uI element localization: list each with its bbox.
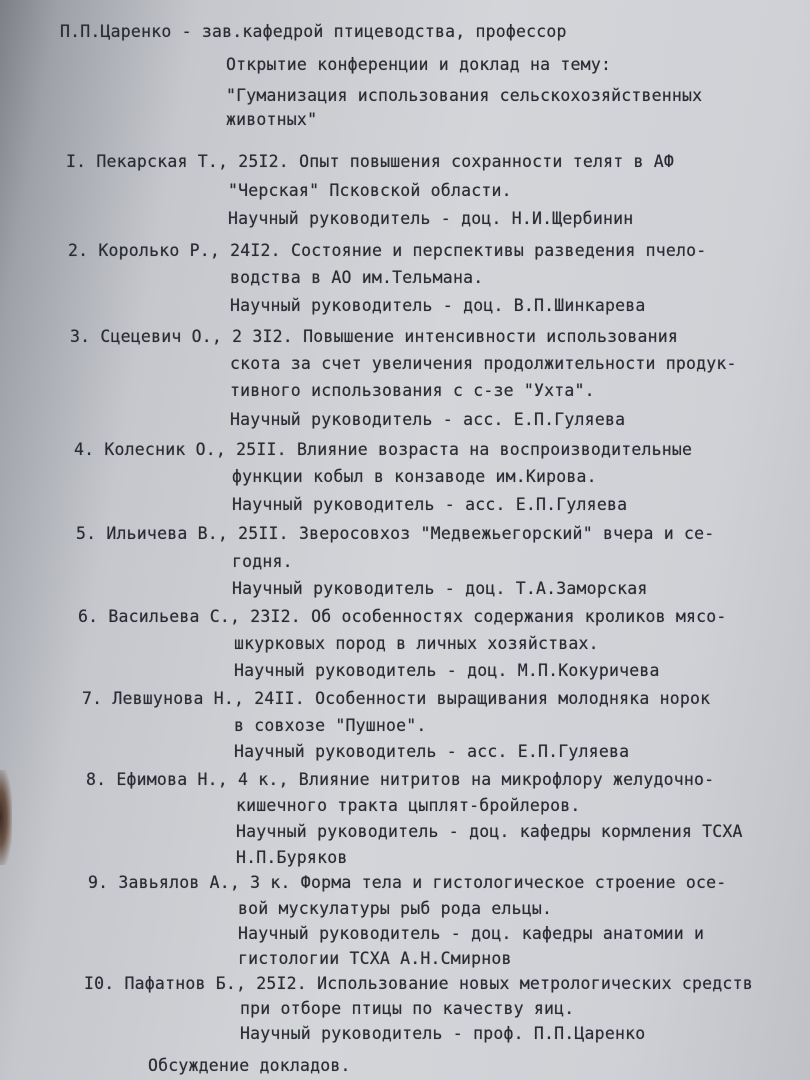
header-line-3: "Гуманизация использования сельскохозяйственных bbox=[226, 86, 703, 105]
report-4-title: 4. Колесник О., 25II. Влияние возраста на воспроизводительные bbox=[74, 440, 693, 459]
header-line-1: П.П.Царенко - зав.кафедрой птицеводства, профессор bbox=[60, 22, 567, 41]
report-9-supervisor: Научный руководитель - доц. кафедры анатомии и bbox=[238, 924, 705, 943]
discussion-line: Обсуждение докладов. bbox=[148, 1056, 351, 1075]
report-6-line-2: шкурковых пород в личных хозяйствах. bbox=[234, 634, 599, 653]
header-line-2: Открытие конференции и доклад на тему: bbox=[226, 55, 612, 74]
report-5-supervisor: Научный руководитель - доц. Т.А.Заморская bbox=[232, 579, 648, 598]
report-1-line-2: "Черская" Псковской области. bbox=[228, 181, 512, 200]
report-2-title: 2. Королько Р., 24I2. Состояние и перспективы разведения пчело- bbox=[68, 241, 707, 260]
report-3-title: 3. Сцецевич О., 2 3I2. Повышение интенсивности использования bbox=[70, 327, 679, 346]
report-4-supervisor: Научный руководитель - асс. Е.П.Гуляева bbox=[232, 495, 628, 514]
report-8-line-2: кишечного тракта цыплят-бройлеров. bbox=[236, 796, 581, 815]
report-6-supervisor: Научный руководитель - доц. М.П.Кокуричева bbox=[234, 661, 660, 680]
report-2-supervisor: Научный руководитель - доц. В.П.Шинкарева bbox=[230, 296, 646, 315]
report-9-line-2: вой мускулатуры рыб рода ельцы. bbox=[238, 899, 553, 918]
report-9-supervisor-name: гистологии ТСХА А.Н.Смирнов bbox=[238, 949, 512, 968]
header-line-4: животных" bbox=[226, 110, 318, 129]
binding-edge-shadow bbox=[0, 770, 12, 865]
report-5-line-2: годня. bbox=[232, 552, 293, 571]
report-8-supervisor-name: Н.П.Буряков bbox=[236, 848, 348, 867]
report-3-supervisor: Научный руководитель - асс. Е.П.Гуляева bbox=[230, 410, 626, 429]
report-7-line-2: в совхозе "Пушное". bbox=[234, 716, 427, 735]
report-4-line-2: функции кобыл в конзаводе им.Кирова. bbox=[232, 467, 597, 486]
report-8-supervisor: Научный руководитель - доц. кафедры кормления ТСХА bbox=[236, 822, 743, 841]
report-8-title: 8. Ефимова Н., 4 к., Влияние нитритов на микрофлору желудочно- bbox=[86, 770, 715, 789]
report-10-supervisor: Научный руководитель - проф. П.П.Царенко bbox=[240, 1024, 646, 1043]
report-9-title: 9. Завьялов А., 3 к. Форма тела и гистологическое строение осе- bbox=[88, 873, 727, 892]
report-3-line-2: скота за счет увеличения продолжительности продук- bbox=[230, 354, 737, 373]
report-1-title: I. Пекарская Т., 25I2. Опыт повышения сохранности телят в АФ bbox=[66, 152, 675, 171]
report-3-line-3: тивного использования с с-зе "Ухта". bbox=[230, 381, 595, 400]
report-7-title: 7. Левшунова Н., 24II. Особенности выращивания молодняка норок bbox=[82, 689, 711, 708]
report-2-line-2: водства в АО им.Тельмана. bbox=[230, 268, 484, 287]
report-1-supervisor: Научный руководитель - доц. Н.И.Щербинин bbox=[228, 209, 634, 228]
report-6-title: 6. Васильева С., 23I2. Об особенностях содержания кроликов мясо- bbox=[78, 607, 727, 626]
report-10-line-2: при отборе птицы по качеству яиц. bbox=[240, 999, 575, 1018]
report-10-title: I0. Пафатнов Б., 25I2. Использование новых метрологических средств bbox=[84, 974, 753, 993]
report-5-title: 5. Ильичева В., 25II. Зверосовхоз "Медвежьегорский" вчера и се- bbox=[76, 524, 715, 543]
report-7-supervisor: Научный руководитель - асс. Е.П.Гуляева bbox=[234, 742, 630, 761]
